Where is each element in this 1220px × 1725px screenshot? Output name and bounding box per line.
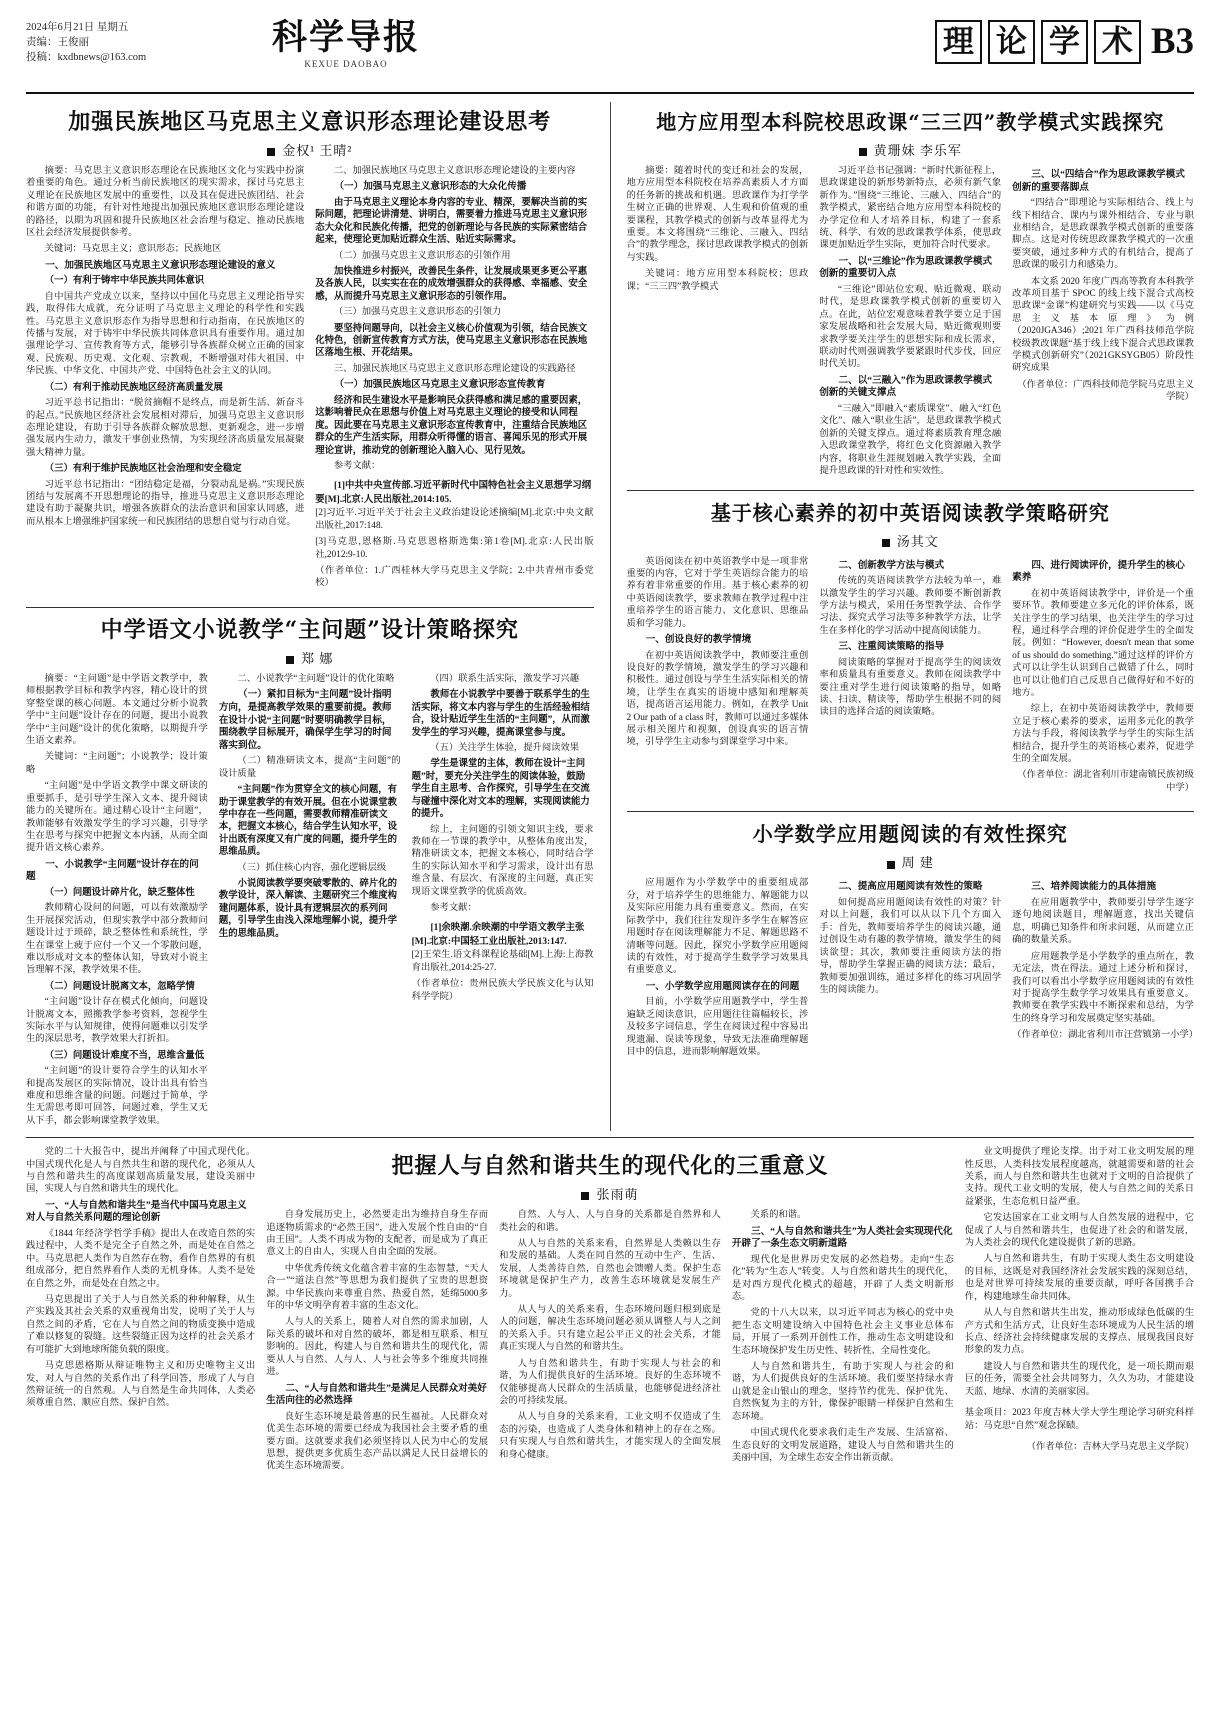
paragraph: （三）抓住核心内容，强化逻辑层级 [237, 862, 387, 873]
article-4-body [627, 556, 1195, 804]
section-heading: （一）加强马克思主义意识形态的大众化传播 [334, 181, 527, 193]
article-1-col-1 [26, 165, 304, 599]
subsection-heading: 经济和民生建设水平是影响民众获得感和满足感的重要因素，这影响着民众在思想与价值上对马克思主义理论的接受和认同程度。因此要在马克思主义意识形态宣传教育中，注重结合民族地区群众的生产生活实际，用群众听得懂的语言、喜闻乐见的形式开展理论宣讲，推动党的创新理论入脑入心、见行见效。 [315, 395, 588, 456]
article-2-col-3 [412, 673, 594, 1131]
paragraph: 习近平总书记指出：“脱贫摘帽不是终点，而是新生活、新奋斗的起点。”民族地区经济社会发展相对滞后，加强马克思主义意识形态理论建设，有助于引导各族群众解放思想、更新观念，进一步增强发展内生动力，激发干事创业热情，为实现经济高质量发展凝聚强大精神力量。 [26, 398, 305, 458]
author-affiliation: （作者单位：湖北省利川市汪营镇第一小学） [1012, 1030, 1199, 1041]
paragraph: 摘要：马克思主义意识形态理论在民族地区文化与实践中扮演着重要的角色。通过分析当前民族地区的现实需求，探讨马克思主义理论在民族地区发展中的重要性，以及其在促进民族团结、社会和谐方面的功能，有针对性地提出加强民族地区意识形态理论建设的路径，以期为巩固和提升民族地区社会治理与稳定、推动民族地区社会经济发展提供参考。 [26, 166, 305, 239]
section-heading: 三、“人与自然和谐共生”为人类社会实现现代化开辟了一条生态文明新道路 [731, 1225, 953, 1250]
reference-item: （作者单位：贵州民族大学民族文化与认知科学学院） [411, 979, 594, 1002]
article-4 [627, 499, 1195, 804]
paragraph: 应用题教学是小学数学的重点所在，教无定法，贵在得法。通过上述分析和探讨，我们可以看出小学数学应用题阅读的有效性对于提高学生数学学习效果具有重要意义。教师要在教学实践中不断探索和总结，为学生的终身学习和发展奠定坚实基础。 [1012, 951, 1194, 1024]
paragraph: “主问题”是中学语文教学中课文研读的重要抓手，是引导学生深入文本、提升阅读能力的关键所在。通过精心设计“主问题”，教师能够有效激发学生的学习兴趣，引导学生在思考与探究中把握文本内涵，从而全面提升语文核心素养。 [26, 781, 208, 854]
section-heading: （一）加强民族地区马克思主义意识形态宣传教育 [334, 379, 546, 391]
paragraph: “三维论”即站位宏观、贴近微观、联动时代，是思政课教学模式创新的重要切入点。在此，站位宏观意味着教学要立足于国家发展战略和社会发展大局，贴近微观则要求教学要关注学生的思想实际和成长需求，联动时代则强调教学要紧跟时代步伐，回应时代关切。 [819, 285, 1002, 370]
references-heading: [1]中共中央宣传部.习近平新时代中国特色社会主义思想学习纲要[M].北京:人民出版社,2014:105. [315, 481, 592, 506]
bullet-square-icon [887, 861, 895, 869]
article-1-author: 金权¹ 王晴² [282, 143, 353, 158]
logo-english-name: KEXUE DAOBAO [304, 59, 388, 69]
subsection-heading: 由于马克思主义理论本身内容的专业、精深，要解决当前的实际问题，把理论讲清楚、讲明白，需要着力推进马克思主义意识形态大众化和民族化传播，把党的创新理论与各民族的实际紧密结合起来，使理论更加贴近群众生活、贴近实际需求。 [315, 198, 588, 246]
paragraph: 习近平总书记强调：“新时代新征程上，思政课建设的新形势新特点，必须有新气象新作为。”围绕“三维论、三融入、四结合”的教学模式，紧密结合地方应用型本科院校的办学定位和人才培养目标，构建了一套系统、科学、有效的思政课教学体系，使思政课更加贴近学生实际，更加符合时代要求。 [819, 166, 1002, 251]
section-char-2: 论 [988, 20, 1035, 64]
top-section [26, 102, 1199, 1131]
section-heading: 一、加强民族地区马克思主义意识形态理论建设的意义 [45, 259, 276, 271]
subsection-heading: （二）问题设计脱离文本，忽略学情 [44, 981, 195, 992]
article-3-title: 地方应用型本科院校思政课“三三四”教学模式实践探究 [656, 110, 1165, 134]
paragraph: （二）加强马克思主义意识形态的引领作用 [333, 250, 511, 261]
article-4-col-3 [1012, 556, 1194, 804]
paragraph: 自然、人与人、人与自身的关系都是自然界和人类社会的和谐。 [499, 1210, 721, 1233]
paragraph: （四）联系生活实际，激发学习兴趣 [430, 674, 580, 685]
article-1-byline [26, 140, 594, 159]
issue-date: 2024年6月21日 星期五 [26, 22, 129, 33]
paragraph: 业文明提供了理论支撑。出于对工业文明发展的理性反思，人类科技发展程度越高，就越需要和谐的社会关系，而人与自然和谐共生也就对于文明的自洽提供了支持。现代工业文明的发展，使人与自然之间的关系日益紧张，生态危机日益严重。 [964, 1147, 1194, 1207]
bullet-square-icon [882, 539, 890, 547]
article-5-title: 小学数学应用题阅读的有效性探究 [752, 822, 1068, 847]
paragraph: 二、小说教学“主问题”设计的优化策略 [237, 674, 395, 685]
article-1-body [26, 165, 594, 599]
article-6-title: 把握人与自然和谐共生的现代化的三重意义 [391, 1153, 829, 1180]
article-5-col-1 [627, 877, 809, 1062]
section-heading: 二、“人与自然和谐共生”是满足人民群众对美好生活向往的必然选择 [266, 1382, 487, 1407]
paragraph: 自身发展历史上，必然要走出为维持自身生存而追逐物质需求的“必然王国”，进入发展个性自由的“自由王国”。人类不再成为物的支配者，而是成为了真正意义上的自由人，实现人自由全面的发展。 [266, 1210, 489, 1258]
paragraph: （三）加强马克思主义意识形态的引领力 [333, 307, 502, 318]
bullet-square-icon [286, 656, 294, 664]
paragraph: 人与自然和谐共生，有助于实现人与社会的和谐，为人们提供良好的生活环境。我们要坚持绿水青山就是金山银山的理念，坚持节约优先、保护优先、自然恢复为主的方针，像保护眼睛一样保护自然和生态环境。 [731, 1362, 954, 1422]
paragraph: “三融入”即融入“素质课堂”、融入“红色文化”、融入“职业生活”，是思政课教学模式创新的关键支撑点。通过将素质教育理念融入思政课堂教学，将红色文化资源融入教学内容，将职业生涯规划融入教学实践，全面提升思政课的针对性和实效性。 [819, 404, 1002, 477]
article-5-author: 周 建 [901, 855, 934, 871]
article-1 [26, 108, 594, 599]
subsection-heading: “主问题”作为贯穿全文的核心问题，有助于课堂教学的有效开展。但在小说课堂教学中存在一些问题，需要教师精准研读文本，把握文本核心，结合学生认知水平，设计出既有深度又有广度的问题，提升学生的思维品质。 [218, 785, 398, 858]
fund-note: 本文系 2020 年度广西高等教育本科教学改革项目基于 SPOC 的线上线下混合式高校思政课“金课”构建研究与实践——以《马克思主义基本原理》为例（2020JGA346）;2021 年广西科技师范学院校级教改课题“基于线上线下混合式思政课教学模式创新研究”（2021GKSYGB05）阶段性研究成果 [1012, 276, 1194, 374]
section-heading: 一、小学数学应用题阅读存在的问题 [645, 980, 800, 992]
subsection-heading: （二）有利于推动民族地区经济高质量发展 [44, 382, 223, 393]
article-3-body [627, 165, 1195, 482]
paragraph: 现代化是世界历史发展的必然趋势。走向“生态化”转为“生态人”转变。人与自然和谐共生的现代化，是对西方现代化模式的超越，开辟了人类文明新形态。 [731, 1254, 954, 1303]
paragraph: 自中国共产党成立以来，坚持以中国化马克思主义理论指导实践，取得伟大成就，充分证明了马克思主义理论的科学性和实践性。马克思主义意识形态作为指导思想和行动指南，在民族地区的传播与发展，对于铸牢中华民族共同体意识具有重要作用。通过加强理论学习、宣传教育等方式，能够引导各族群众树立正确的国家观、民族观、历史观、文化观、宗教观，不断增强对伟大祖国、中华民族、中华文化、中国共产党、中国特色社会主义的认同。 [26, 291, 305, 377]
article-4-title: 基于核心素养的初中英语阅读教学策略研究 [710, 500, 1110, 525]
paragraph: 习近平总书记指出：“团结稳定是福，分裂动乱是祸。”实现民族团结与发展离不开思想理论的指导，推进马克思主义意识形态理论建设有助于凝聚共识，增强各族群众的法治意识和国家认同感，进而从根本上增强维护国家统一和民族团结的思想自觉与行动自觉。 [26, 479, 305, 527]
paragraph: 中华优秀传统文化蕴含着丰富的生态智慧，“天人合一”“道法自然”等思想为我们提供了宝贵的思想资源。中华民族向来尊重自然、热爱自然，延绵5000多年的中华文明孕育着丰富的生态文化。 [266, 1263, 489, 1312]
paragraph: 如何提高应用题阅读有效性的对策？针对以上问题，我们可以从以下几个方面入手：首先，教师要培养学生的阅读兴趣，通过创设生动有趣的教学情境，激发学生的阅读欲望；其次，教师要注重阅读方法的指导，帮助学生掌握正确的阅读方法；最后，教师要加强训练，通过多样化的练习巩固学生的阅读能力。 [819, 898, 1002, 995]
section-char-1: 理 [935, 20, 982, 64]
paragraph: 关键词：地方应用型本科院校；思政课；“三三四”教学模式 [626, 269, 809, 292]
divider [627, 811, 1195, 812]
section-heading: 一、创设良好的教学情境 [645, 633, 752, 645]
subsection-heading: 要坚持问题导向，以社会主义核心价值观为引领，结合民族文化特色，创新宣传教育方式方法，使马克思主义意识形态在民族地区落地生根、开花结果。 [315, 323, 588, 359]
fund-note: 基金项目：2023 年度吉林大学大学生理论学习研究科样站：马克思“自然”观念探赜。 [964, 1408, 1194, 1431]
divider [26, 607, 594, 608]
paragraph: “四结合”即理论与实际相结合、线上与线下相结合、课内与课外相结合、专业与职业相结合，是思政课教学模式创新的重要落脚点。这是对传统思政课教学模式的一次重要突破，通过多种方式的有机结合，提高了思政课的吸引力和感染力。 [1012, 198, 1194, 271]
article-2-col-2 [219, 673, 401, 1131]
article-6-inner-cols [266, 1209, 954, 1477]
newspaper-logo [221, 18, 471, 69]
paragraph: 传统的英语阅读教学方法较为单一，难以激发学生的学习兴趣。教师要不断创新教学方法与模式，采用任务型教学法、合作学习法、探究式学习法等多种教学方法，让学生在多样化的学习活动中提高阅读能力。 [819, 576, 1002, 636]
article-5-col-3 [1012, 877, 1199, 1062]
article-6-author: 张雨萌 [596, 1187, 639, 1203]
paragraph: 马克思提出了关于人与自然关系的种种解释，从生产实践及其社会关系的双重视角出发，说明了关于人与自然之间的矛盾，它在人与自然之间的物质变换中造成了难以修复的裂缝。这些裂缝正因为这样的社会关系才有可能扩大到地球所能负载的限度。 [26, 1295, 256, 1355]
paragraph: 在初中英语阅读教学中，教师要注重创设良好的教学情境，激发学生的学习兴趣和积极性。通过创设与学生生活实际相关的情境，让学生在真实的语境中感知和理解英语，提高语言运用能力。例如，在教学 Unit 2 Our path of a class 时，教师可以通过多媒体展示相关图片和视频，创设真实的语言情境，引导学生主动参与到课堂学习中来。 [626, 650, 809, 748]
section-char-3: 学 [1041, 20, 1088, 64]
article-6-col-1-lead [26, 1146, 255, 1477]
paragraph: 人与自然和谐共生，有助于实现人与社会的和谐，为人们提供良好的生活环境。良好的生态环境不仅能够提高人民群众的生活质量，也能够促进经济社会的可持续发展。 [499, 1358, 721, 1406]
reference-item: [2]王荣生.语文科课程论基础[M].上海:上海教育出版社,2014:25-27. [411, 950, 594, 973]
paragraph: 从人与人的关系来看，生态环境问题归根到底是人的问题，解决生态环境问题必须从调整人与人之间的关系入手。只有建立起公平正义的社会关系，才能真正实现人与自然的和谐共生。 [499, 1305, 721, 1353]
paragraph: 党的十八大以来，以习近平同志为核心的党中央把生态文明建设纳入中国特色社会主义事业总体布局，开展了一系列开创性工作，推动生态文明建设和生态环境保护发生历史性、转折性、全局性变化。 [731, 1308, 954, 1356]
author-affiliation: （作者单位：吉林大学马克思主义学院） [1026, 1442, 1194, 1453]
paragraph: 马克思恩格斯从辩证唯物主义和历史唯物主义出发，对人与自然的关系作出了科学回答，形成了人与自然辩证统一的自然观。人与自然是生命共同体，人类必须尊重自然、顺应自然、保护自然。 [26, 1361, 256, 1409]
paragraph: “主问题”设计存在模式化倾向，问题设计脱离文本，照搬教学参考资料，忽视学生实际水平与认知规律，使得问题难以引发学生的深层思考，教学效果大打折扣。 [26, 997, 208, 1045]
paragraph: 党的二十大报告中，提出并阐释了中国式现代化。中国式现代化是人与自然共生和谐的现代化，必须从人与自然和谐共生的高度谋划高质量发展，建设美丽中国，实现人与自然和谐共生的现代化。 [26, 1147, 256, 1195]
paragraph: 教师精心设问的问题，可以有效激励学生开展探究活动，但现实教学中部分教师问题设计过于琐碎，缺乏整体性和系统性，学生在课堂上疲于应付一个又一个零散问题，难以形成对文本的整体认知，导致对小说主旨理解不深，教学效果不佳。 [26, 903, 208, 976]
article-2-col-1 [26, 673, 208, 1131]
article-6-col-3 [499, 1209, 721, 1477]
section-heading: 三、以“四结合”作为思政课教学模式创新的重要落脚点 [1012, 169, 1185, 193]
article-3-col-2 [819, 165, 1001, 482]
paragraph: 摘要：“主问题”是中学语文教学中，教师根据教学目标和教学内容，精心设计的贯穿整堂课的核心问题。本文通过分析小说教学中“主问题”设计存在的问题，提出小说教学中“主问题”设计的优化策略，以期提升学生语文素养。 [26, 674, 208, 747]
editor-line: 责编：王俊丽 [26, 37, 89, 48]
page-number: B3 [1150, 21, 1194, 62]
reference-item: [2]习近平.习近平关于社会主义政治建设论述摘编[M].北京:中央文献出版社,2017:148. [315, 508, 594, 531]
divider [627, 490, 1195, 491]
section-heading: 二、以“三融入”作为思政课教学模式创新的关键支撑点 [819, 374, 993, 399]
paragraph: 它发达国家在工业文明与人自然发展的进程中，它促成了人与自然和谐共生，也促进了社会的和谐发展，为人类社会的现代化建设提供了新的思路。 [964, 1213, 1194, 1249]
paragraph: “主问题”的设计要符合学生的认知水平和提高发展区的实际情况，设计出具有恰当难度和思维含量的问题。问题过于简单，学生无需思考即可回答，问题过难，学生又无从下手，都会影响课堂教学效果。 [26, 1066, 208, 1126]
article-4-byline [627, 531, 1195, 550]
paragraph: 中国式现代化要求我们走生产发展、生活富裕、生态良好的文明发展道路，建设人与自然和谐共生的美丽中国，为全球生态安全作出新贡献。 [731, 1428, 954, 1463]
article-1-col-2 [315, 165, 593, 599]
article-6-col-4 [732, 1209, 954, 1477]
article-2-byline [26, 648, 594, 667]
logo-chinese-name: 科学导报 [271, 17, 420, 58]
article-4-col-1 [627, 556, 809, 804]
paragraph: 综上，主问题的引领文知识主线，要求教师在一节课的教学中，从整体角度出发，精准研读文本，把握文本核心，同时结合学生的实际认知水平和学习需求，设计出有思维含量、有层次、有深度的主问题，真正实现语文课堂教学的优质高效。 [411, 824, 594, 897]
subsection-heading: （三）问题设计难度不当，思维含量低 [44, 1050, 205, 1061]
paragraph: 从人与自然和谐共生出发，推动形成绿色低碳的生产方式和生活方式，让良好生态环境成为人民生活的增长点、经济社会持续健康发展的支撑点、展现我国良好形象的发力点。 [964, 1308, 1194, 1356]
bullet-square-icon [859, 148, 867, 156]
paragraph: 良好生态环境是最普惠的民生福祉。人民群众对优美生态环境的需要已经成为我国社会主要矛盾的重要方面。这就要求我们必须坚持以人民为中心的发展思想，提供更多优质生态产品以满足人民日益增长的优美生态环境需要。 [266, 1411, 489, 1472]
paragraph: 关系的和谐。 [750, 1210, 807, 1221]
paragraph: 参考文献： [333, 460, 381, 471]
article-3 [627, 108, 1195, 482]
paragraph: 综上，在初中英语阅读教学中，教师要立足于核心素养的要求，运用多元化的教学方法与手段，将阅读教学与学生的实际生活相结合，提升学生的英语核心素养，促进学生的全面发展。 [1012, 704, 1194, 764]
paragraph: 《1844 年经济学哲学手稿》提出人在改造自然的实践过程中，人类不是完全子自然之外，而是处在自然之中。马克思把人类作为自然存在物，看作自然界的有机组成部分，把自然界看作人类的无机身体。人类不是处在自然之外，而是处在自然之中。 [26, 1229, 256, 1289]
paragraph: 从人与自然的关系来看，自然界是人类赖以生存和发展的基础。人类在同自然的互动中生产、生活、发展，人类善待自然，自然也会馈赠人类。保护生态环境就是保护生产力，改善生态环境就是发展生产力。 [499, 1239, 721, 1299]
paragraph: 参考文献： [430, 902, 477, 913]
vertical-divider [610, 102, 611, 1131]
paragraph: 关键词：“主问题”；小说教学；设计策略 [26, 752, 208, 775]
subsection-heading: （一）问题设计碎片化，缺乏整体性 [44, 887, 195, 898]
bullet-square-icon [267, 148, 275, 156]
masthead-info [26, 18, 221, 65]
paragraph: （五）关注学生体验，提升阅读效果 [430, 743, 580, 754]
paragraph: 关键词：马克思主义；意识形态；民族地区 [44, 244, 222, 255]
bullet-square-icon [581, 1192, 589, 1200]
article-3-byline [627, 140, 1195, 159]
author-affiliation: （作者单位：广西科技师范学院马克思主义学院） [1017, 379, 1194, 403]
article-6-col-2 [266, 1209, 488, 1477]
left-column-group [26, 102, 594, 1131]
paragraph: 二、加强民族地区马克思主义意识形态理论建设的主要内容 [333, 166, 576, 176]
article-6-title-block [266, 1146, 954, 1477]
article-2 [26, 616, 594, 1131]
subsection-heading: 小说阅读教学要突破零散的、碎片化的教学设计，深入解读、主题研究三个维度构建问题体系，设计具有逻辑层次的系列问题，引导学生由浅入深地理解小说，提升学生的思维品质。 [218, 879, 398, 939]
article-6-col-5 [965, 1146, 1194, 1477]
references-heading: [1]余映潮.余映潮的中学语文教学主张[M].北京:中国轻工业出版社,2013:147. [411, 923, 585, 948]
paragraph: 摘要：随着时代的变迁和社会的发展，地方应用型本科院校在培养高素质人才方面的任务新的挑战和机遇。思政课作为打学学生树立正确的世界观、人生观和价值观的重要课程，其教学模式的创新与改革显得尤为重要。本文将围绕“三维论、三融入、四结合”的教学理念，探讨思政课教学模式的创新与实践。 [626, 166, 809, 263]
article-5-col-2 [819, 877, 1001, 1062]
subsection-heading: 学生是课堂的主体，教师在设计“主问题”时，要充分关注学生的阅读体验，鼓励学生自主思考、合作探究，引导学生在交流与碰撞中深化对文本的理解，实现阅读能力的提升。 [411, 759, 590, 820]
paragraph: 三、加强民族地区马克思主义意识形态理论建设的实践路径 [333, 363, 576, 374]
section-heading: 二、提高应用题阅读有效性的策略 [838, 881, 983, 893]
section-heading: 三、培养阅读能力的具体措施 [1031, 881, 1157, 893]
subsection-heading: 加快推进乡村振兴，改善民生条件，让发展成果更多更公平惠及各族人民，以实实在在的成效增强群众的获得感、幸福感、安全感，从而提升马克思主义意识形态的引领作用。 [315, 267, 588, 302]
article-5-body [626, 877, 1199, 1062]
paragraph: 建设人与自然和谐共生的现代化，是一项长期而艰巨的任务，需要全社会共同努力，久久为功，才能建设天蓝、地绿、水清的美丽家园。 [964, 1361, 1194, 1397]
article-4-col-2 [819, 556, 1001, 804]
article-4-author: 汤其文 [896, 533, 939, 549]
paragraph: 在初中英语阅读教学中，评价是一个重要环节。教师要建立多元化的评价体系，既关注学生的学习结果，也关注学生的学习过程，通过科学合理的评价促进学生的全面发展。例如：“However, doesn't mean that some of us should do something.”通过这样的评价方式可以让学生认识到自己做错了什么，同时也可以让他们自己反思自己做得好和不好的地方。 [1012, 588, 1194, 698]
submission-email: 投稿：kxdbnews@163.com [26, 52, 147, 63]
section-heading: 三、注重阅读策略的指导 [838, 641, 945, 653]
author-affiliation: （作者单位：湖北省利川市建南镇民族初级中学） [1017, 770, 1194, 793]
reference-item: [3]马克思,恩格斯.马克思恩格斯选集:第1卷[M].北京:人民出版社,2012:9-10. [315, 537, 594, 560]
section-heading: 四、进行阅读评价，提升学生的核心素养 [1012, 559, 1185, 584]
article-3-col-3 [1012, 165, 1194, 482]
section-heading: 一、“人与自然和谐共生”是当代中国马克思主义对人与自然关系问题的理论创新 [26, 1199, 247, 1224]
paragraph: 从人与自身的关系来看，工业文明不仅造成了生态的污染，也造成了人类身体和精神上的存在之殇。只有实现人与自然和谐共生，才能实现人的全面发展和身心健康。 [499, 1412, 721, 1460]
article-1-title: 加强民族地区马克思主义意识形态理论建设思考 [68, 109, 552, 135]
article-2-author: 郑 娜 [301, 651, 334, 667]
article-2-body [26, 673, 594, 1131]
right-column-group [626, 102, 1199, 1131]
subsection-heading: （三）有利于维护民族地区社会治理和安全稳定 [44, 464, 242, 475]
subsection-heading: （一）有利于铸牢中华民族共同体意识 [44, 276, 205, 287]
paragraph: 阅读策略的掌握对于提高学生的阅读效率和质量具有重要意义。教师在阅读教学中要注重对学生进行阅读策略的指导，如略读、扫读、精读等，帮助学生根据不同的阅读目的选择合适的阅读策略。 [819, 657, 1002, 718]
paragraph: 人与自然和谐共生，有助于实现人类生态文明建设的目标，这既是对我国经济社会发展实践的深刻总结，也是对世界可持续发展的重要贡献，呼吁各国携手合作，构建地球生命共同体。 [964, 1254, 1194, 1302]
reference-item: （作者单位：1.广西桂林大学马克思主义学院；2.中共青州市委党校） [315, 565, 594, 589]
section-heading: （一）紧扣目标为“主问题”设计指明方向，是提高教学效果的重要前提。教师在设计小说“主问题”时要明确教学目标，围绕教学目标展开，确保学生学习的时间落实到位。 [218, 689, 392, 751]
article-6 [26, 1137, 1194, 1477]
article-3-col-1 [627, 165, 809, 482]
paragraph: 目前，小学数学应用题教学中，学生普遍缺乏阅读意识，应用题往往篇幅较长，涉及较多字词信息，学生在阅读过程中容易出现遗漏、误读等现象，导致无法准确理解题目中的信息，进而影响解题效果。 [626, 997, 809, 1057]
section-heading: 一、小说教学“主问题”设计存在的问题 [26, 858, 199, 883]
paragraph: 英语阅读在初中英语教学中是一项非常重要的内容，它对于学生英语综合能力的培养有着非常重要的作用。基于核心素养的初中英语阅读教学，要求教师在教学过程中注重培养学生的语言能力、文化意识、思维品质和学习能力。 [626, 556, 809, 629]
paragraph: 人与人的关系上，随着人对自然的需求加剧，人际关系的破坏和对自然的破坏，都是相互联系、相互影响的。因此，构建人与自然和谐共生的现代化，需要从人与自然、人与人、人与社会等多个维度共同推进。 [266, 1317, 489, 1378]
article-6-byline [266, 1184, 954, 1203]
masthead [26, 18, 1194, 94]
article-3-author: 黄珊妹 李乐军 [873, 143, 962, 158]
paragraph: 在应用题教学中，教师要引导学生逐字逐句地阅读题目，理解题意，找出关键信息，明确已知条件和所求问题，从而建立正确的数量关系。 [1012, 898, 1194, 946]
paragraph: 应用题作为小学数学中的重要组成部分，对于培养学生的思维能力、解题能力以及实际应用能力具有重要意义。然而，在实际教学中，我们往往发现许多学生在解答应用题时存在阅读理解能力不足、解题思路不清晰等问题。因此，探究小学数学应用题阅读的有效性，对于提高学生数学学习效果具有重要意义。 [626, 878, 809, 976]
section-heading: 二、创新教学方法与模式 [838, 559, 945, 571]
article-5-byline [627, 852, 1195, 871]
section-char-4: 术 [1094, 20, 1141, 64]
article-2-title: 中学语文小说教学“主问题”设计策略探究 [100, 617, 519, 644]
article-5 [626, 820, 1199, 1062]
section-header [935, 18, 1194, 64]
article-6-header-row [26, 1146, 1194, 1477]
paragraph: （二）精准研读文本，提高“主问题”的设计质量 [218, 756, 401, 779]
subsection-heading: 教师在小说教学中要善于联系学生的生活实际，将文本内容与学生的生活经验相结合，设计贴近学生生活的“主问题”，从而激发学生的学习兴趣，提高课堂参与度。 [411, 690, 590, 738]
section-heading: 一、以“三维论”作为思政课教学模式创新的重要切入点 [819, 255, 993, 280]
